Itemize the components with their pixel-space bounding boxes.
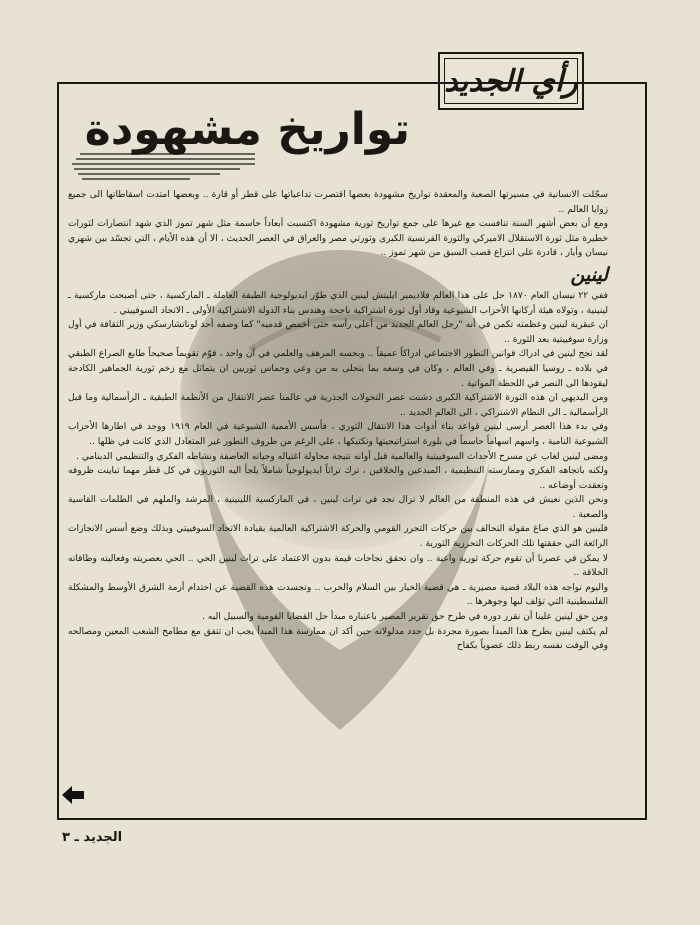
- page-footer: الجديد ـ ٣: [62, 830, 123, 845]
- section-subheading: لينين: [570, 263, 608, 286]
- body-paragraph: ونحن الذين نعيش في هذه المنطقة من العالم لا نزال نجد في تراث لينين ، في الماركسية اللينينية ، المرشد والملهم في الظلمات القاسية والصعبة .: [68, 495, 608, 520]
- body-paragraph: ان عبقرية لينين وعظمته تكمن في أنه "رجل العالم الجديد من أعلى رأسه حتى أخمص قدميه" كما وصفه أحد لوناتشارسكي وزير الثقافة في أول وزارة سوفييتية بعد الثورة ..: [68, 320, 608, 345]
- body-paragraph: لقد نجح لينين في ادراك قوانين التطور الاجتماعي ادراكاً عميقاً .. وبحسه المرهف والعلمي في آن واحد ، قوّم تقويماً صحيحاً طابع الصراع الطبقي في بلاده ـ روسيا القيصرية ـ وفي العالم ، وكان في وسعه بما يتحلى به من وعي وحماس ثوريين ان يتماثل مع زخم ثورية الجماهير الكادحة ليقودها الى النصر في اللحظة المواتية .: [68, 349, 608, 389]
- body-paragraph: لا يمكن في عصرنا أن تقوم حركة ثورية واعية .. وان تحقق نجاحات قيمة بدون الاعتماد على تراث لينين الحي .. الحي بعصريته وفعاليته وطاقاته الخلاقة ..: [68, 553, 608, 579]
- column-label: رأي الجديد: [444, 63, 578, 99]
- body-paragraph: ومضى لينين لغاب عن مسرح الأحداث السوفييتية والعالمية قبل أوانه نتيجة محاولة اغتياله وحياته العاصفة ونشاطه الفكري والتنظيمي الدينامي .: [76, 451, 608, 462]
- intro-paragraph: ومع أن بعض أشهر السنة تنافست مع غيرها على جمع تواريخ ثورية مشهودة اكتسبت أبعاداً حاسمة مثل شهر تموز الذي شهد انتصارات لثورات خطيرة مثل ثورة الاستقلال الاميركي والثورة الفرنسية الكبرى وثورتي مصر والعراق في العصر الحديث ، الا أن هذه الأيام ، التي تجسّد بين شهري نيسان وأيار ، قادرة على انتزاع قصب السبق من شهر تموز ..: [68, 219, 608, 259]
- body-paragraph: واليوم تواجه هذه البلاد قضية مصيرية ـ هي قضية الخيار بين السلام والحرب .. وتجسدت هذه القضية عن احتدام أزمة الشرق الأوسط والمشكلة الفلسطينية التي تؤلف لبها وجوهرها ..: [68, 582, 608, 608]
- body-paragraph: ففي ٢٢ نيسان العام ١٨٧٠ حل على هذا العالم فلاديمير ايليتش لينين الذي طوّر ايديولوجية الطبقة العاملة ـ الماركسية ، حتى أصبحت ماركسية ـ لينينية ، وتولاه هيئة أركانها الأحزاب الشيوعية وقاد أول ثورة اشتراكية ناجحة وهندس بناء الدولة الاشتراكية الأولى ـ الاتحاد السوفييتي .: [68, 290, 608, 316]
- intro-paragraph: سجّلت الانسانية في مسيرتها الصعبة والمعقدة تواريخ مشهودة بعضها اقتصرت تداعياتها على قطر أو قارة .. وبعضها امتدت اسقاطاتها الى جميع زوايا العالم ..: [68, 190, 608, 215]
- article-title: تواريخ مشهودة: [84, 104, 410, 155]
- article-body: [68, 188, 608, 808]
- body-paragraph: فلينين هو الذي صاغ مقولة التحالف بين حركات التحرر القومي والحركة الاشتراكية العالمية بقيادة الاتحاد السوفييتي وبذلك وضع أسس الانجازات الرائعة التي حققتها تلك الحركات التحررية الثورية .: [68, 524, 608, 550]
- body-paragraph: لم يكتف لينين بطرح هذا المبدأ بصورة مجردة بل حدد مدلولاته حين أكد ان ممارسة هذا المبدأ يجب ان تتفق مع مطامح الشعب المعين ومصالحه وفي الوقت نفسه ربط ذلك عضوياً بكفاح: [68, 626, 608, 652]
- body-paragraph: ولكنه باتجاهه الفكري وممارسته التنظيمية ، المبدعين والخلاقين ، ترك تراثاً ايديولوجياً شاملاً يلجأ اليه الثوريون في كل قطر مهما تباينت ظروفه وتعقدت أوضاعه ..: [68, 466, 608, 491]
- body-paragraph: وفي بدء هذا العصر أرسى لينين قواعد بناء أدوات هذا الانتقال الثوري ، فأسس الأممية الشيوعية في العام ١٩١٩ ووجد في اطارها الأحزاب الشيوعية النامية ، واسهم اسهاماً حاسماً في بلورة استراتيجيتها وتكتيكها ، على الرغم من ظروف التطور غير المتعادل الذي كانت في ظلها ..: [68, 422, 609, 447]
- headline-decoration-lines: [70, 150, 260, 190]
- body-paragraph: ومن البديهي ان هذه الثورة الاشتراكية الكبرى دشنت عصر التحولات الجذرية في عالمنا عصر الانتقال من الأنظمة الطبقية ـ الرأسمالية وما قبل الرأسمالية ـ الى النظام الاشتراكي ، الى العالم الجديد ..: [68, 393, 608, 418]
- body-paragraph: ومن حق لينين علينا أن نقرر دوره في طرح حق تقرير المصير باعتباره مبدأ حل القضايا القومية والسبيل اليه .: [202, 612, 608, 623]
